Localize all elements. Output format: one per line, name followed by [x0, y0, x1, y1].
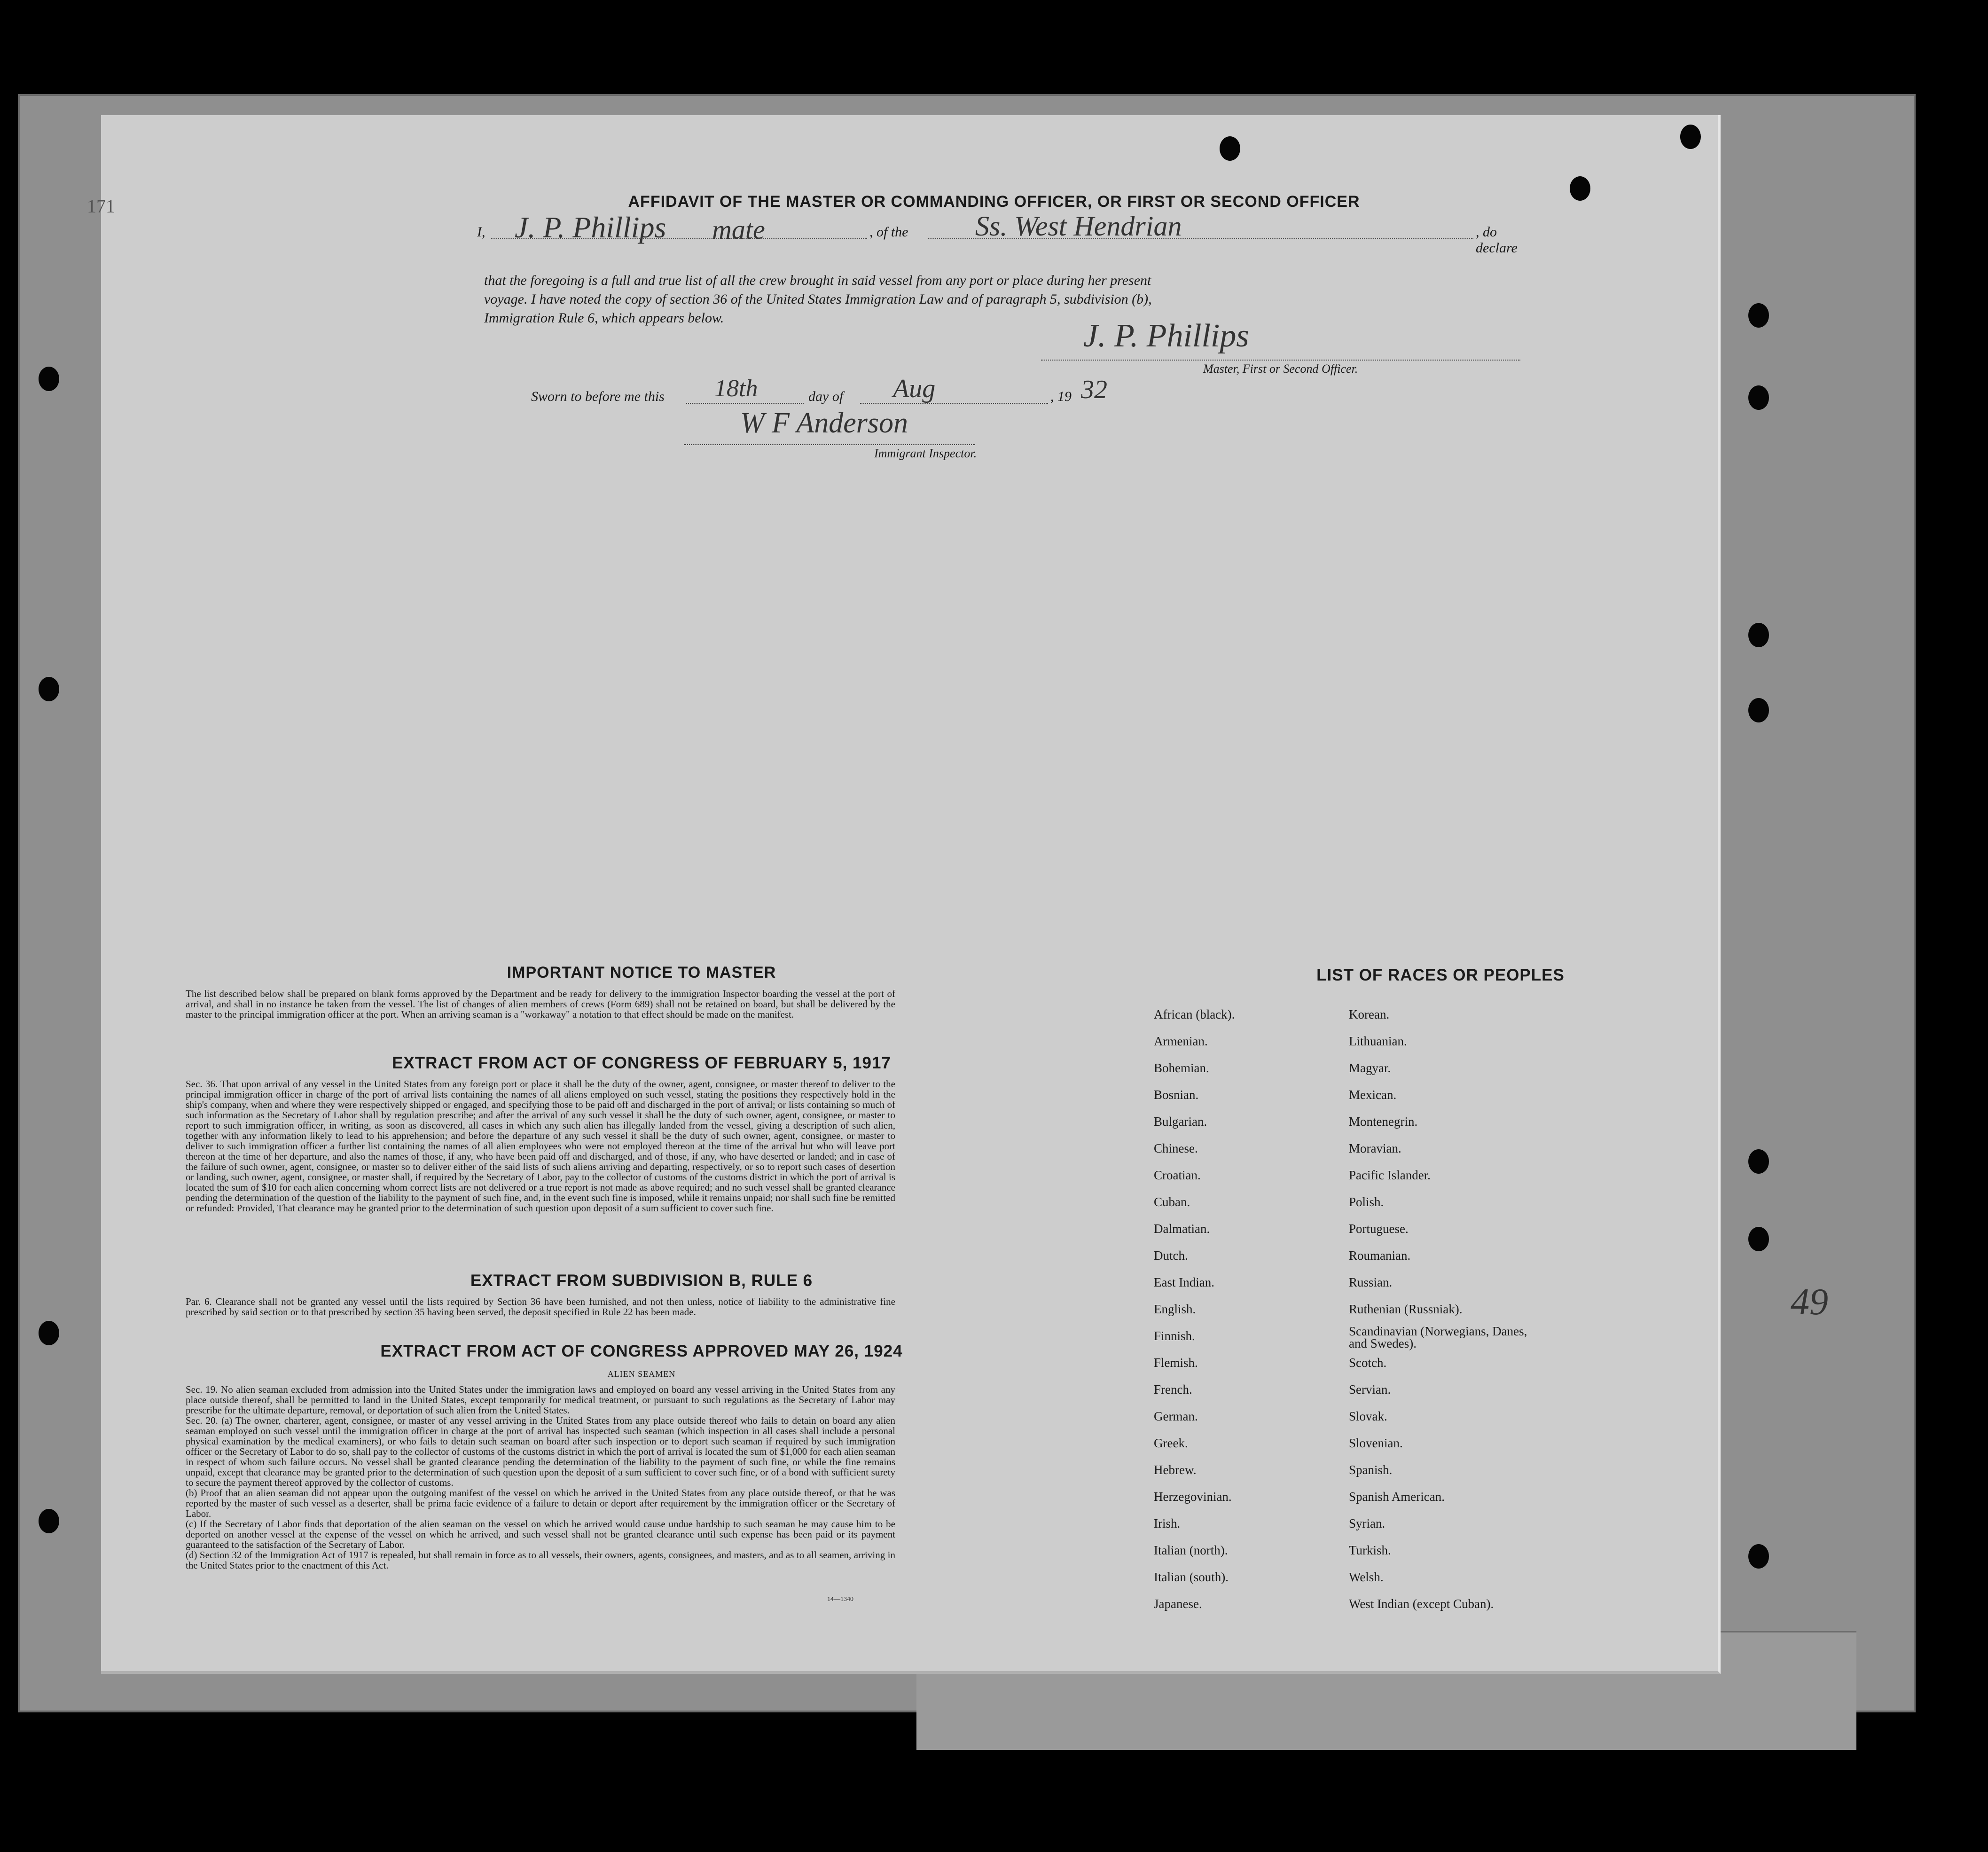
extract-1924-para4: (c) If the Secretary of Labor finds that deportation of the alien seaman on the vessel on which he arrived would cause undue hardship to such seaman he may cause him to be deported on another vessel at the expense of the vessel on which he arrived, and such vessel shall not be granted clearance until such expense has been paid or its payment guaranteed to the satisfaction of the Secretary of Labor. [186, 1518, 895, 1550]
punch-hole [1748, 1227, 1769, 1251]
extract-rule6-title: EXTRACT FROM SUBDIVISION B, RULE 6 [470, 1271, 813, 1290]
affidavit-statement-3: Immigration Rule 6, which appears below. [484, 310, 724, 326]
form-number: 14—1340 [827, 1596, 853, 1603]
race-item: English. [1154, 1302, 1196, 1316]
race-item: Spanish. [1349, 1463, 1393, 1477]
race-item: West Indian (except Cuban). [1349, 1597, 1494, 1611]
day-line [686, 403, 804, 404]
race-item: French. [1154, 1382, 1192, 1397]
of-the-label: , of the [869, 224, 908, 240]
sworn-year: 32 [1081, 375, 1107, 404]
race-item: Greek. [1154, 1436, 1188, 1450]
race-item: Flemish. [1154, 1356, 1198, 1370]
race-item: Japanese. [1154, 1597, 1202, 1611]
race-item: Slovak. [1349, 1409, 1387, 1423]
race-item: East Indian. [1154, 1275, 1214, 1289]
race-item: Bosnian. [1154, 1088, 1199, 1102]
race-item: Finnish. [1154, 1329, 1195, 1343]
race-item: Bulgarian. [1154, 1114, 1207, 1129]
race-item: Hebrew. [1154, 1463, 1197, 1477]
race-item: Croatian. [1154, 1168, 1201, 1182]
race-item: Syrian. [1349, 1516, 1385, 1530]
races-title: LIST OF RACES OR PEOPLES [1316, 966, 1565, 984]
signature-line [1041, 360, 1520, 361]
race-item: Magyar. [1349, 1061, 1391, 1075]
extract-1924-subtitle: ALIEN SEAMEN [607, 1369, 676, 1379]
race-item: Pacific Islander. [1349, 1168, 1431, 1182]
punch-hole [39, 677, 59, 701]
punch-hole [1748, 1544, 1769, 1569]
extract-1917-title: EXTRACT FROM ACT OF CONGRESS OF FEBRUARY 5, 1917 [392, 1054, 891, 1072]
inspector-line [684, 444, 975, 445]
inspector-caption: Immigrant Inspector. [874, 447, 977, 460]
affidavit-statement-2: voyage. I have noted the copy of section 36 of the United States Immigration Law and of paragraph 5, subdivision (b), [484, 291, 1152, 307]
punch-hole [1748, 303, 1769, 328]
sworn-label: Sworn to before me this [531, 389, 665, 404]
race-item: Lithuanian. [1349, 1034, 1407, 1048]
punch-hole [39, 367, 59, 391]
affidavit-title: AFFIDAVIT OF THE MASTER OR COMMANDING OFFICER, OR FIRST OR SECOND OFFICER [628, 193, 1360, 211]
race-item: Portuguese. [1349, 1222, 1409, 1236]
punch-hole [1570, 176, 1590, 201]
punch-hole [1748, 385, 1769, 410]
race-item: Italian (north). [1154, 1543, 1228, 1557]
punch-hole [1748, 1149, 1769, 1174]
sworn-day: 18th [714, 375, 758, 402]
notice-body: The list described below shall be prepared on blank forms approved by the Department and be ready for delivery to the immigration Inspector boarding the vessel at the port of arrival, and shall in no instance be taken from the vessel. The list of changes of alien members of crews (Form 689) shall not be retained on board, but shall be delivered by the master to the principal immigration officer at the port. When an arriving seaman is a "workaway" a notation to that effect should be made on the manifest. [186, 988, 895, 1020]
punch-hole [1220, 136, 1240, 161]
race-item: Montenegrin. [1349, 1114, 1418, 1129]
affidavit-statement-1: that the foregoing is a full and true list of all the crew brought in said vessel from any port or place during her present [484, 273, 1151, 288]
extract-1924-para3: (b) Proof that an alien seaman did not appear upon the outgoing manifest of the vessel on which he arrived in the United States from any place outside thereof, or that he was reported by the master of such vessel as a deserter, shall be prima facie evidence of a failure to detain or deport after requirement by the immigration officer or the Secretary of Labor. [186, 1487, 895, 1519]
inspector-signature: W F Anderson [740, 407, 908, 439]
margin-mark: 49 [1791, 1281, 1828, 1323]
race-item: Russian. [1349, 1275, 1393, 1289]
signature-caption: Master, First or Second Officer. [1203, 362, 1358, 376]
race-item: Irish. [1154, 1516, 1181, 1530]
race-item: Korean. [1349, 1007, 1390, 1021]
punch-hole [39, 1509, 59, 1533]
affidavit-line1 [477, 211, 1530, 256]
race-item: Polish. [1349, 1195, 1384, 1209]
punch-hole [39, 1321, 59, 1345]
race-item: African (black). [1154, 1007, 1235, 1021]
notice-title: IMPORTANT NOTICE TO MASTER [507, 964, 776, 981]
race-item: Roumanian. [1349, 1248, 1411, 1263]
race-item: Cuban. [1154, 1195, 1190, 1209]
race-item: Mexican. [1349, 1088, 1397, 1102]
extract-1924-title: EXTRACT FROM ACT OF CONGRESS APPROVED MAY 26, 1924 [380, 1342, 903, 1360]
race-item: Bohemian. [1154, 1061, 1209, 1075]
race-item: Ruthenian (Russniak). [1349, 1302, 1463, 1316]
margin-mark: 171 [87, 196, 115, 217]
race-item: Scandinavian (Norwegians, Danes, and Swedes). [1349, 1324, 1527, 1350]
extract-1924-body [186, 1384, 895, 1570]
day-of-label: day of [808, 389, 844, 404]
year-prefix: , 19 [1050, 389, 1072, 404]
officer-name: J. P. Phillips [515, 211, 666, 244]
punch-hole [1680, 125, 1701, 149]
punch-hole [1748, 698, 1769, 722]
race-item: Slovenian. [1349, 1436, 1403, 1450]
extract-1924-para5: (d) Section 32 of the Immigration Act of 1917 is repealed, but shall remain in force as to all vessels, their owners, agents, consignees, and masters, and as to all seamen, arriving in the United States prior to the enactment of this Act. [186, 1549, 895, 1571]
month-line [860, 403, 1048, 404]
race-item: Chinese. [1154, 1141, 1198, 1155]
extract-rule6-body: Par. 6. Clearance shall not be granted any vessel until the lists required by Section 36 have been furnished, and not then unless, notice of liability to the administrative fine prescribed by said section or to that prescribed by section 35 having been served, the deposit specified in Rule 22 has been made. [186, 1296, 895, 1318]
race-item: German. [1154, 1409, 1198, 1423]
punch-hole [1748, 623, 1769, 647]
extract-1924-para1: Sec. 19. No alien seaman excluded from admission into the United States under the immigration laws and employed on board any vessel arriving in the United States from any place outside thereof, shall be permitted to land in the United States, except temporarily for medical treatment, or pursuant to such regulations as the Secretary of Labor may prescribe for the ultimate departure, removal, or deportation of such alien from the United States. [186, 1384, 895, 1416]
race-item: Armenian. [1154, 1034, 1208, 1048]
race-item: Dutch. [1154, 1248, 1188, 1263]
race-item: Scotch. [1349, 1356, 1387, 1370]
race-item: Herzegovinian. [1154, 1490, 1232, 1504]
race-item: Dalmatian. [1154, 1222, 1210, 1236]
race-item: Spanish American. [1349, 1490, 1445, 1504]
race-item: Italian (south). [1154, 1570, 1229, 1584]
extract-1924-para2: Sec. 20. (a) The owner, charterer, agent, consignee, or master of any vessel arriving in the United States from any place outside thereof who fails to detain on board any alien seaman employed on such vessel until the immigration officer in charge at the port of arrival has inspected such seaman (which inspection in all cases shall include a personal physical examination by the medical examiners), or who fails to detain such seaman on board after such inspection or to deport such seaman if required by such immigration officer or the Secretary of Labor to do so, shall pay to the collector of customs of the customs district in which the port of arrival is located the sum of $1,000 for each alien seaman in respect of whom such failure occurs. No vessel shall be granted clearance pending the determination of the liability to the payment of such fine, or while the fine remains unpaid, except that clearance may be granted prior to the determination of such question upon the deposit of a sum sufficient to cover such fine, or of a bond with sufficient surety to secure the payment thereof approved by the collector of customs. [186, 1415, 895, 1488]
officer-rank: mate [712, 214, 765, 245]
do-declare-label: , do declare [1476, 224, 1518, 256]
race-item: Moravian. [1349, 1141, 1401, 1155]
race-item: Turkish. [1349, 1543, 1391, 1557]
vessel-name: Ss. West Hendrian [975, 211, 1182, 242]
sworn-month: Aug [893, 374, 936, 403]
race-item: Welsh. [1349, 1570, 1384, 1584]
master-signature: J. P. Phillips [1083, 318, 1249, 354]
extract-1917-body: Sec. 36. That upon arrival of any vessel in the United States from any foreign port or place it shall be the duty of the owner, agent, consignee, or master thereof to deliver to the principal immigration officer in charge of the port of arrival lists containing the names of all aliens employed on such vessel, stating the positions they respectively hold in the ship's company, when and where they were respectively shipped or engaged, and specifying those to be paid off and discharged in the port of arrival; or lists containing so much of such information as the Secretary of Labor shall by regulation prescribe; and after the arrival of any such vessel it shall be the duty of such owner, agent, consignee, or master to report to such immigration officer, in writing, as soon as discovered, all cases in which any such alien has illegally landed from the vessel, giving a description of such alien, together with any information likely to lead to his apprehension; and before the departure of any such vessel it shall be the duty of such owner, agent, consignee, or master to deliver to such immigration officer a further list containing the names of all alien employees who were not employed thereon at the time of the arrival but who will leave port thereon at the time of her departure, and also the names of those, if any, who have been paid off and discharged, and of those, if any, who have deserted or landed; and in case of the failure of such owner, agent, consignee, or master so to deliver either of the said lists of such aliens arriving and departing, respectively, or so to report such cases of desertion or landing, such owner, agent, consignee, or master shall, if required by the Secretary of Labor, pay to the collector of customs of the customs district in which the port of arrival is located the sum of $10 for each alien concerning whom correct lists are not delivered or a true report is not made as above required; and no such vessel shall be granted clearance pending the determination of the question of the liability to the payment of such fine, and, in the event such fine is imposed, while it remains unpaid; nor shall such fine be remitted or refunded: Provided, That clearance may be granted prior to the determination of such question upon deposit of a sum sufficient to cover such fine. [186, 1078, 895, 1214]
sworn-line [531, 374, 1330, 411]
manifest-page [87, 115, 1828, 1674]
affidavit-i: I, [477, 224, 485, 240]
race-item: Servian. [1349, 1382, 1391, 1397]
